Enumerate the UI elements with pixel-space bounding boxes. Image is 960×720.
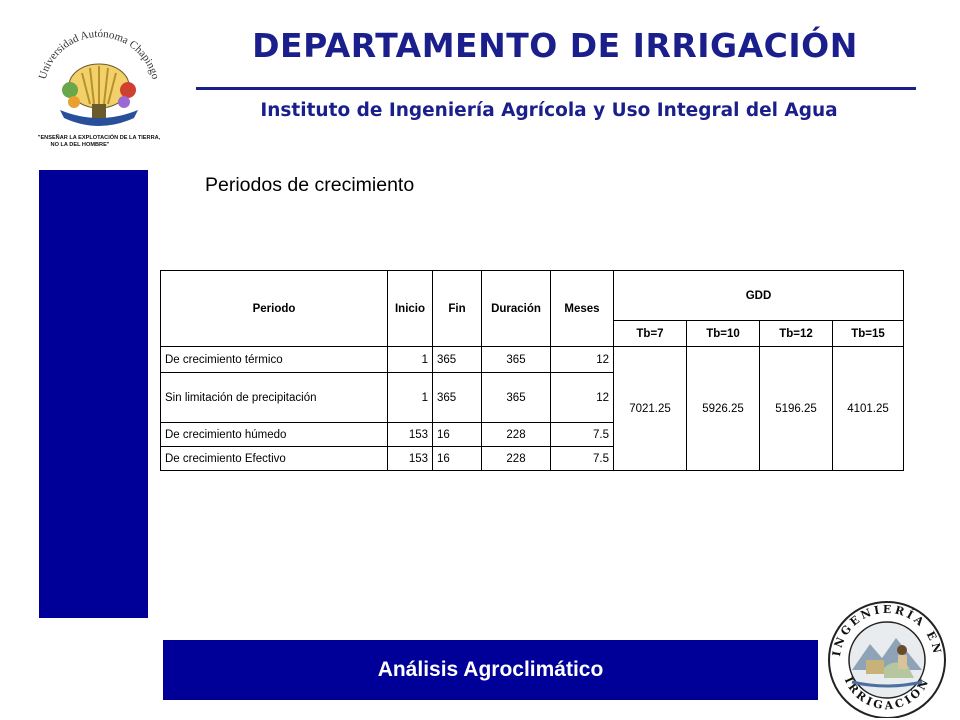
growth-periods-table (160, 270, 904, 471)
cell-gdd-tb12: 5196.25 (760, 347, 833, 471)
cell-inicio: 1 (388, 347, 433, 373)
header-tb7: Tb=7 (614, 321, 687, 347)
table-row (161, 347, 904, 373)
cell-gdd-tb15: 4101.25 (833, 347, 904, 471)
footer-bar (163, 640, 818, 700)
header-tb10: Tb=10 (687, 321, 760, 347)
header-inicio: Inicio (388, 271, 433, 347)
svg-text:IRRIGACIÓN: IRRIGACIÓN (841, 674, 933, 713)
svg-text:INGENIERÍA EN: INGENIERÍA EN (830, 602, 945, 658)
header-tb12: Tb=12 (760, 321, 833, 347)
cell-fin: 365 (433, 373, 482, 423)
page-title: DEPARTAMENTO DE IRRIGACIÓN (252, 26, 858, 65)
cell-fin: 16 (433, 447, 482, 471)
footer-label: Análisis Agroclimático (377, 658, 604, 681)
cell-duracion: 365 (482, 347, 551, 373)
cell-periodo: De crecimiento Efectivo (161, 447, 388, 471)
cell-inicio: 153 (388, 447, 433, 471)
header-tb15: Tb=15 (833, 321, 904, 347)
svg-text:"ENSEÑAR LA EXPLOTACIÓN DE LA: "ENSEÑAR LA EXPLOTACIÓN DE LA TIERRA, (37, 135, 161, 141)
svg-text:NO LA DEL HOMBRE": NO LA DEL HOMBRE" (50, 142, 110, 148)
cell-gdd-tb10: 5926.25 (687, 347, 760, 471)
header-periodo: Periodo (161, 271, 388, 347)
cell-periodo: De crecimiento térmico (161, 347, 388, 373)
ingenieria-en-irrigacion-seal-icon (822, 598, 952, 718)
page-subtitle: Instituto de Ingeniería Agrícola y Uso Integral del Agua (260, 100, 838, 121)
cell-fin: 365 (433, 347, 482, 373)
cell-meses: 7.5 (551, 447, 614, 471)
cell-meses: 12 (551, 347, 614, 373)
cell-duracion: 365 (482, 373, 551, 423)
cell-meses: 12 (551, 373, 614, 423)
cell-duracion: 228 (482, 423, 551, 447)
cell-meses: 7.5 (551, 423, 614, 447)
cell-fin: 16 (433, 423, 482, 447)
left-accent-bar (39, 170, 148, 618)
cell-duracion: 228 (482, 447, 551, 471)
header-gdd: GDD (614, 271, 904, 321)
cell-inicio: 153 (388, 423, 433, 447)
cell-inicio: 1 (388, 373, 433, 423)
cell-periodo: Sin limitación de precipitación (161, 373, 388, 423)
title-divider (196, 87, 916, 90)
cell-periodo: De crecimiento húmedo (161, 423, 388, 447)
cell-gdd-tb7: 7021.25 (614, 347, 687, 471)
svg-text:Universidad Autónoma Chapingo: Universidad Autónoma Chapingo (36, 27, 162, 81)
section-title: Periodos de crecimiento (205, 174, 415, 196)
header-meses: Meses (551, 271, 614, 347)
header-duracion: Duración (482, 271, 551, 347)
header-fin: Fin (433, 271, 482, 347)
university-seal-icon (30, 18, 168, 148)
